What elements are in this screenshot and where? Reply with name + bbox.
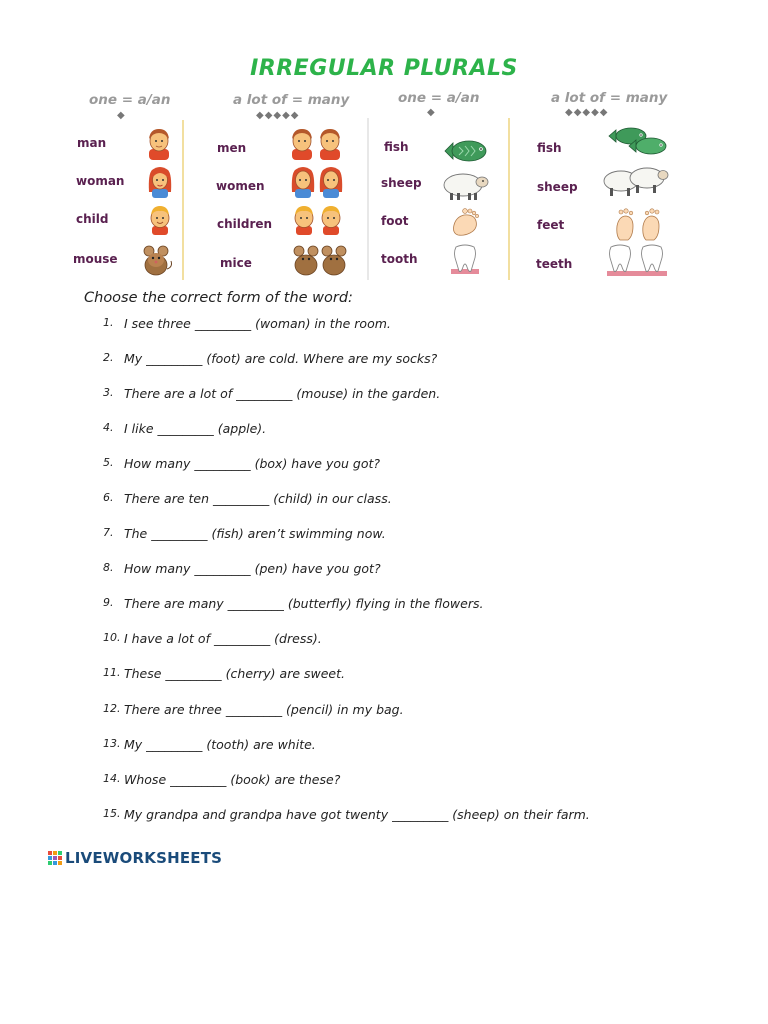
word-woman: woman: [76, 174, 125, 188]
tooth-icon: [449, 243, 481, 275]
exercise-sentence: My _________ (tooth) are white.: [124, 737, 316, 752]
foot-icon: [450, 205, 482, 237]
exercise-number: 2.: [103, 351, 114, 364]
exercise-sentence: How many _________ (pen) have you got?: [124, 561, 381, 576]
woman-icon: [146, 164, 174, 198]
fishes-icon: [607, 124, 669, 158]
teeth-icon: [606, 243, 668, 277]
col3-dots: ◆: [427, 107, 436, 118]
exercise-number: 4.: [103, 421, 114, 434]
exercise-sentence: I see three _________ (woman) in the room.: [124, 316, 391, 331]
logo-text: LIVEWORKSHEETS: [65, 849, 223, 867]
word-men: men: [217, 141, 247, 155]
col4-header: a lot of = many: [551, 90, 668, 106]
exercise-number: 6.: [103, 491, 114, 504]
exercise-sentence: There are three _________ (pencil) in my bag.: [124, 702, 404, 717]
mice-icon: [290, 243, 350, 277]
col1-dots: ◆: [117, 110, 126, 121]
word-fish: fish: [384, 140, 409, 154]
man-icon: [145, 126, 173, 160]
instruction-text: Choose the correct form of the word:: [84, 290, 353, 306]
exercise-sentence: My _________ (foot) are cold. Where are my socks?: [124, 351, 438, 366]
exercise-number: 11.: [103, 666, 121, 679]
liveworksheets-logo: [48, 848, 222, 868]
exercise-number: 7.: [103, 526, 114, 539]
column-divider: [367, 118, 369, 280]
exercise-number: 12.: [103, 702, 121, 715]
exercise-sentence: Whose _________ (book) are these?: [124, 772, 341, 787]
women-icon: [289, 164, 345, 198]
word-sheep: sheep: [381, 176, 422, 190]
word-women: women: [216, 179, 265, 193]
word-teeth: teeth: [536, 257, 573, 271]
fish-icon: [443, 135, 491, 167]
exercise-sentence: There are many _________ (butterfly) flying in the flowers.: [124, 596, 484, 611]
col4-dots: ◆◆◆◆◆: [565, 107, 609, 118]
exercise-number: 1.: [103, 316, 114, 329]
word-foot: foot: [381, 214, 409, 228]
exercise-number: 9.: [103, 596, 114, 609]
worksheet-title: IRREGULAR PLURALS: [250, 56, 518, 81]
exercise-sentence: These _________ (cherry) are sweet.: [124, 666, 345, 681]
col2-header: a lot of = many: [233, 92, 350, 108]
exercise-number: 3.: [103, 386, 114, 399]
children-icon: [291, 203, 345, 235]
exercise-sentence: The _________ (fish) aren’t swimming now.: [124, 526, 386, 541]
exercise-sentence: How many _________ (box) have you got?: [124, 456, 381, 471]
exercise-number: 13.: [103, 737, 121, 750]
word-tooth: tooth: [381, 252, 418, 266]
column-divider: [182, 120, 184, 280]
word-sheep-plural: sheep: [537, 180, 578, 194]
exercise-sentence: There are ten _________ (child) in our class.: [124, 491, 392, 506]
exercise-sentence: I like _________ (apple).: [124, 421, 267, 436]
mouse-icon: [140, 243, 174, 277]
exercise-number: 14.: [103, 772, 121, 785]
word-feet: feet: [537, 218, 565, 232]
exercise-number: 5.: [103, 456, 114, 469]
column-divider: [508, 118, 510, 280]
col2-dots: ◆◆◆◆◆: [256, 110, 300, 121]
logo-grid-icon: [48, 851, 62, 865]
exercise-number: 8.: [103, 561, 114, 574]
sheep-icon: [441, 168, 491, 202]
feet-icon: [614, 208, 664, 242]
word-mouse: mouse: [73, 252, 118, 266]
word-child: child: [76, 212, 109, 226]
sheep-plural-icon: [601, 163, 671, 199]
exercise-sentence: I have a lot of _________ (dress).: [124, 631, 322, 646]
men-icon: [288, 126, 344, 160]
child-icon: [147, 203, 173, 235]
col1-header: one = a/an: [89, 92, 171, 108]
exercise-sentence: There are a lot of _________ (mouse) in the garden.: [124, 386, 441, 401]
word-fish-plural: fish: [537, 141, 562, 155]
word-man: man: [77, 136, 107, 150]
exercise-number: 10.: [103, 631, 121, 644]
word-mice: mice: [220, 256, 252, 270]
exercise-sentence: My grandpa and grandpa have got twenty _________ (sheep) on their farm.: [124, 807, 590, 822]
word-children: children: [217, 217, 273, 231]
col3-header: one = a/an: [398, 90, 480, 106]
exercise-number: 15.: [103, 807, 121, 820]
